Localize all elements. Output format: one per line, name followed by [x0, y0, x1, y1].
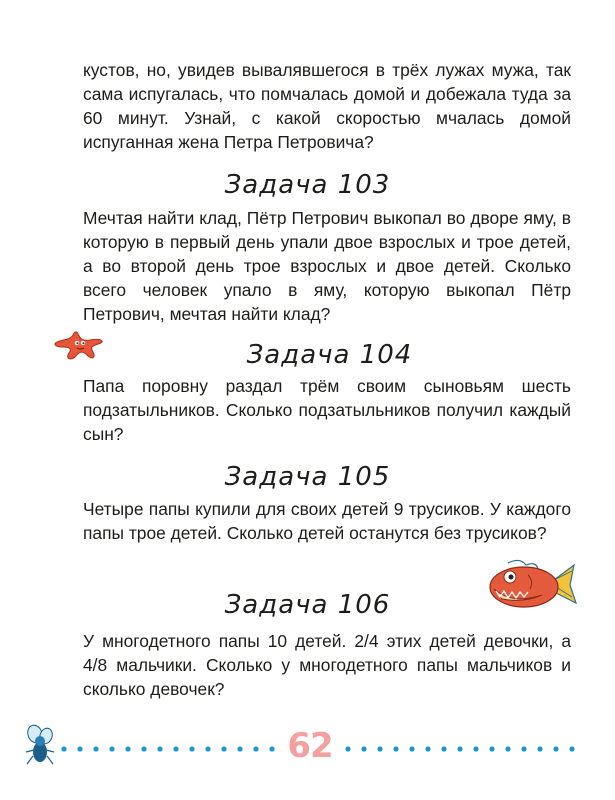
- task-103-title: Задача 103: [224, 170, 391, 200]
- task-105-text: Четыре папы купили для своих детей 9 трусиков. У каждого папы трое детей. Сколько детей останутся без трусиков?: [83, 499, 571, 543]
- task-104-text: Папа поровну раздал трём своим сыновьям шесть подзатыльников. Сколько подзатыльников получил каждый сын?: [83, 376, 571, 444]
- task-106-text: У многодетного папы 10 детей. 2/4 этих детей девочки, а 4/8 мальчики. Сколько у многодетного папы мальчиков и сколько девочек?: [83, 631, 571, 699]
- task-105-title: Задача 105: [224, 462, 391, 492]
- task-103-text: Мечтая найти клад, Пётр Петрович выкопал во дворе яму, в которую в первый день упали двое взрослых и трое детей, а во второй день трое взрослых и двое детей. Сколько всего человек упало в яму, которую выкопал Пётр Петрович, мечтая найти клад?: [83, 208, 571, 324]
- footer-dots-right: [344, 744, 584, 754]
- page-number: 62: [287, 726, 333, 766]
- fly-icon: [22, 722, 58, 770]
- intro-paragraph: кустов, но, увидев вывалявшегося в трёх лужах мужа, так сама испугалась, что помчалась домой и добежала туда за 60 минут. Узнай, с какой скоростью мчалась домой испуганная жена Петра Петровича?: [83, 60, 571, 152]
- task-104-title: Задача 104: [246, 340, 413, 370]
- footer-dots-left: [60, 744, 282, 754]
- task-106-title: Задача 106: [224, 590, 391, 620]
